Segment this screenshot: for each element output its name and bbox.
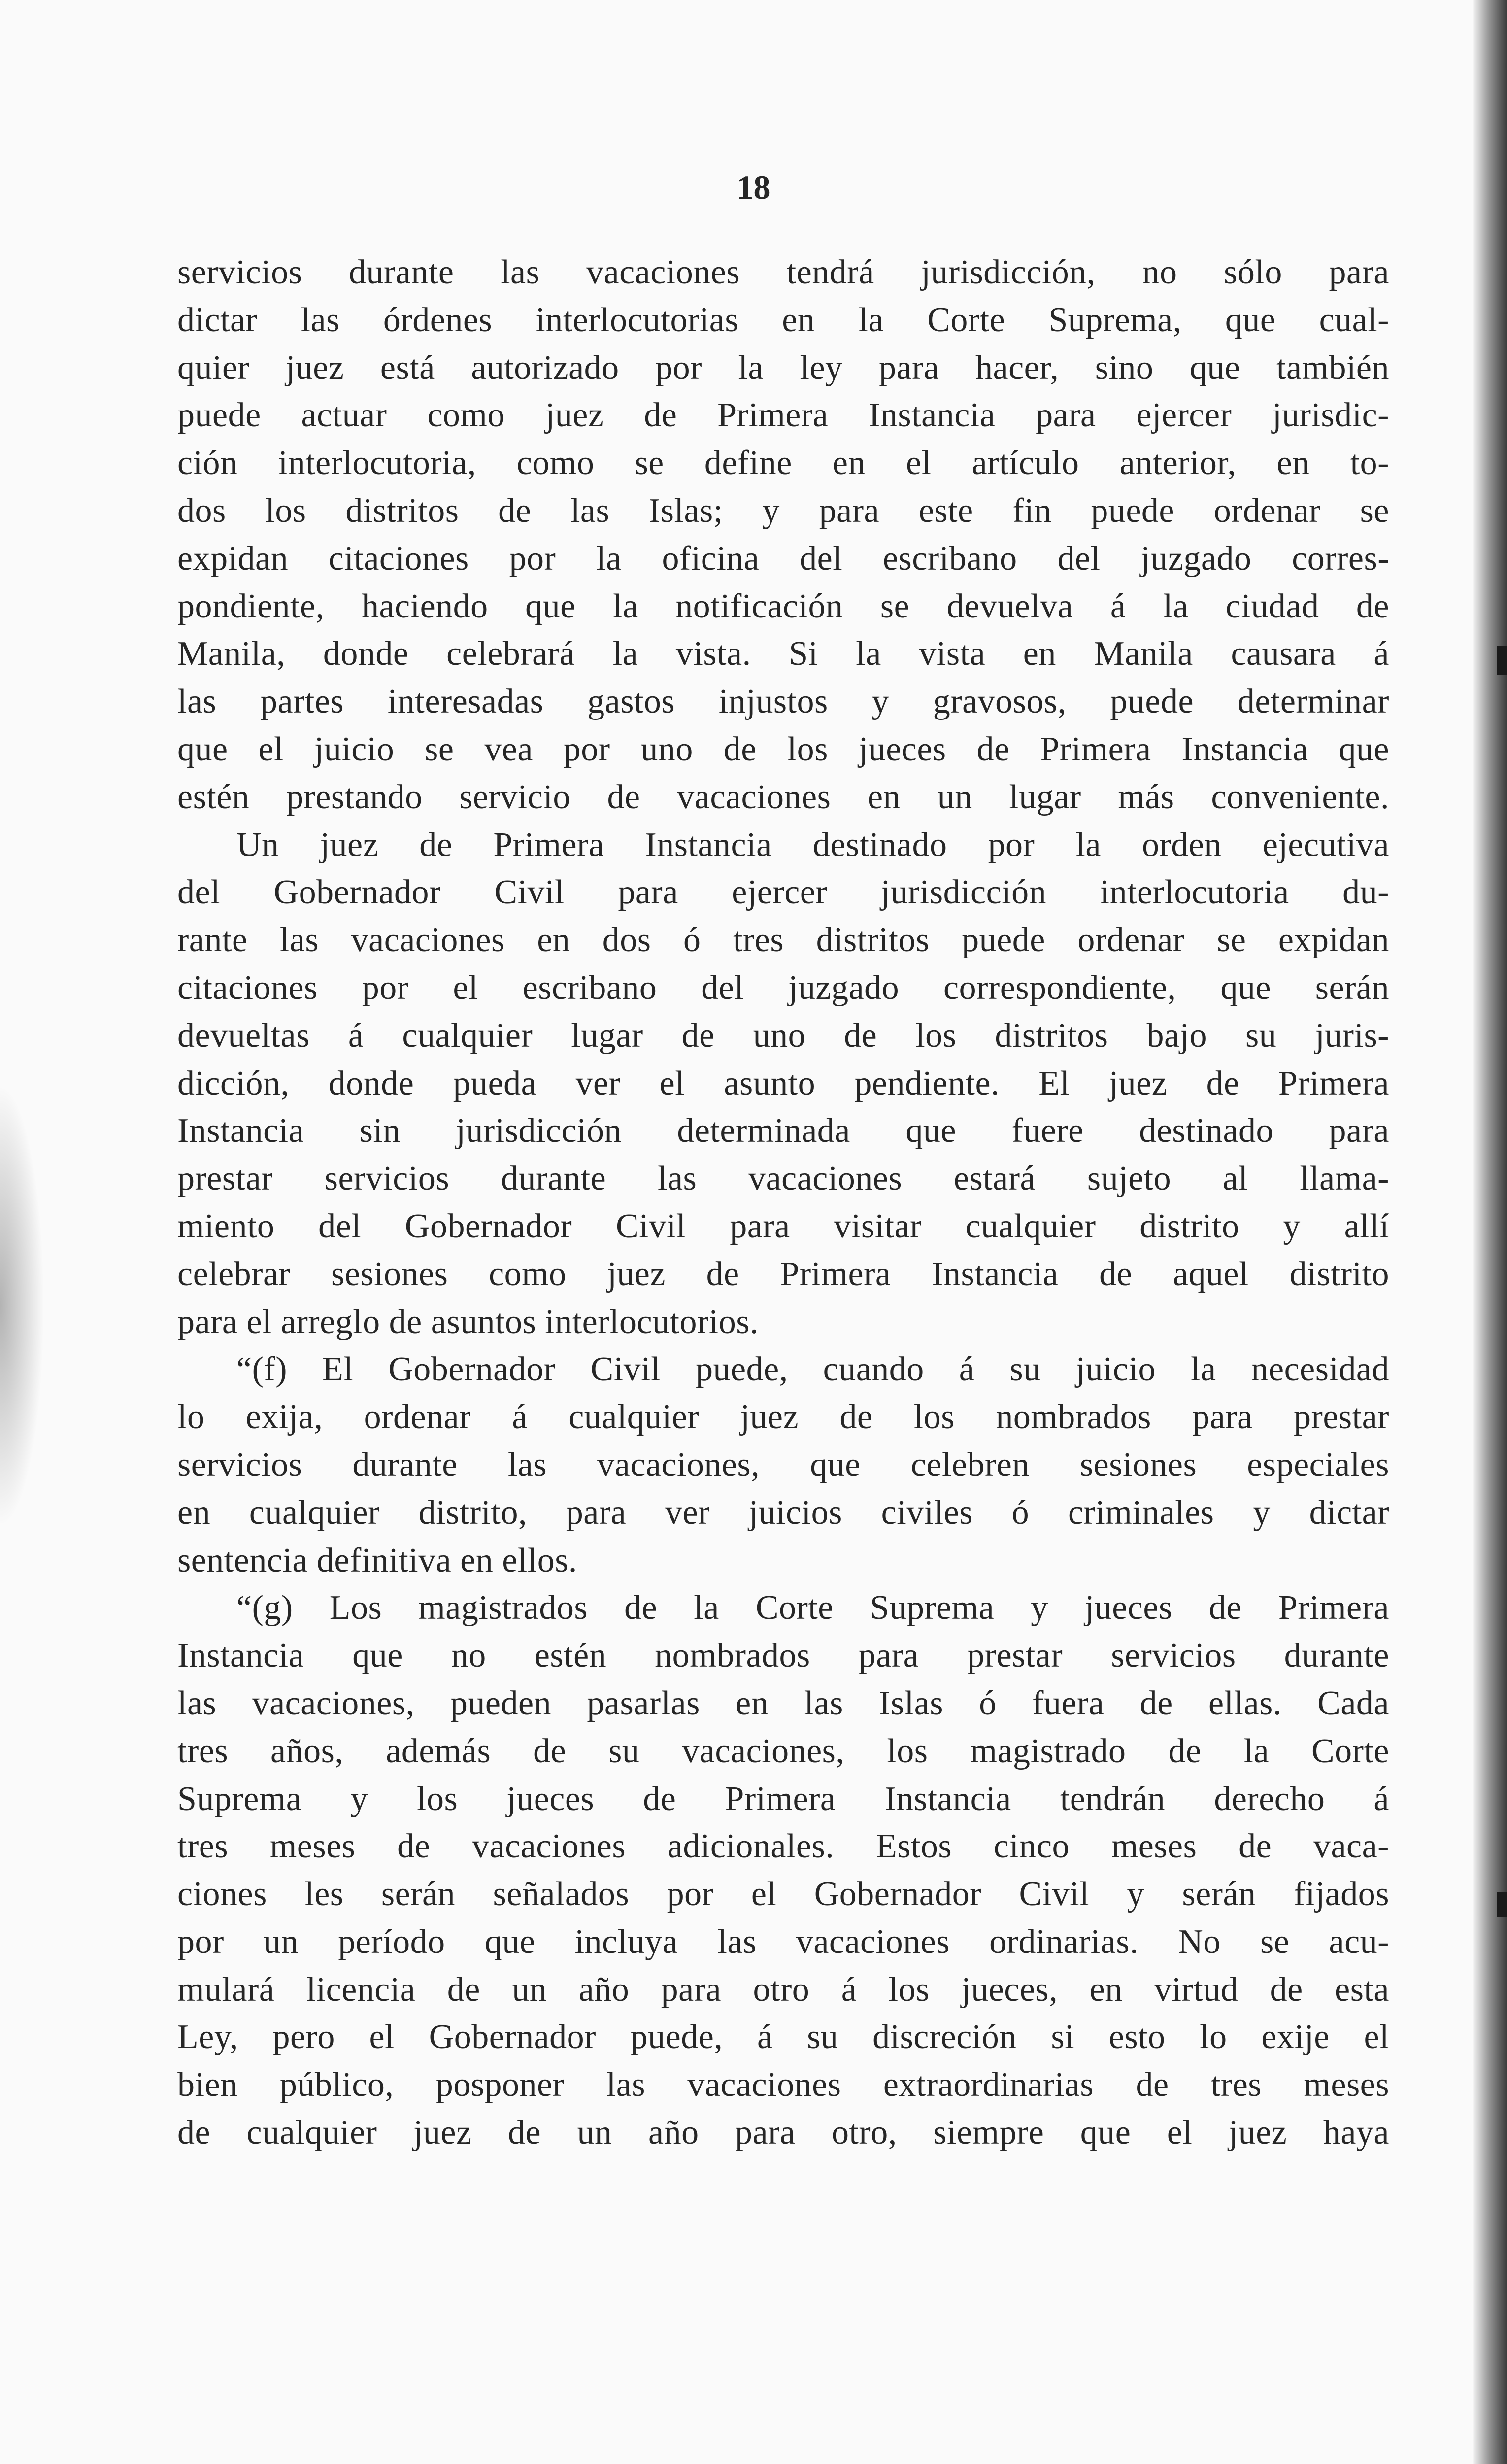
- text-line: las vacaciones, pueden pasarlas en las Islas ó fuera de ellas. Cada: [177, 1684, 1389, 1722]
- text-line: dictar las órdenes interlocutorias en la Corte Suprema, que cual-: [177, 301, 1389, 339]
- text-line: sentencia definitiva en ellos.: [177, 1541, 577, 1579]
- text-line: “(g) Los magistrados de la Corte Suprema y jueces de Primera: [236, 1589, 1389, 1627]
- text-line: Un juez de Primera Instancia destinado por la orden ejecutiva: [236, 825, 1389, 864]
- body-text: [177, 249, 1389, 2157]
- text-line: de cualquier juez de un año para otro, siempre que el juez haya: [177, 2114, 1389, 2152]
- text-line: bien público, posponer las vacaciones extraordinarias de tres meses: [177, 2066, 1389, 2104]
- text-line: Suprema y los jueces de Primera Instancia tendrán derecho á: [177, 1780, 1389, 1818]
- text-line: por un período que incluya las vacaciones ordinarias. No se acu-: [177, 1922, 1389, 1961]
- text-line: dicción, donde pueda ver el asunto pendiente. El juez de Primera: [177, 1064, 1389, 1102]
- text-line: citaciones por el escribano del juzgado correspondiente, que serán: [177, 968, 1389, 1007]
- scan-edge-mark: [1497, 646, 1507, 675]
- text-line: Instancia que no estén nombrados para prestar servicios durante: [177, 1637, 1389, 1675]
- text-line: ciones les serán señalados por el Gobernador Civil y serán fijados: [177, 1875, 1389, 1914]
- text-line: que el juicio se vea por uno de los jueces de Primera Instancia que: [177, 730, 1389, 768]
- text-line: Instancia sin jurisdicción determinada que fuere destinado para: [177, 1112, 1389, 1150]
- text-line: servicios durante las vacaciones, que celebren sesiones especiales: [177, 1445, 1389, 1484]
- text-line: miento del Gobernador Civil para visitar cualquier distrito y allí: [177, 1207, 1389, 1245]
- text-line: en cualquier distrito, para ver juicios civiles ó criminales y dictar: [177, 1493, 1389, 1532]
- text-line: celebrar sesiones como juez de Primera Instancia de aquel distrito: [177, 1255, 1389, 1293]
- text-line: del Gobernador Civil para ejercer jurisdicción interlocutoria du-: [177, 873, 1389, 912]
- text-line: devueltas á cualquier lugar de uno de los distritos bajo su juris-: [177, 1016, 1389, 1055]
- text-line: mulará licencia de un año para otro á los jueces, en virtud de esta: [177, 1970, 1389, 2009]
- scan-shadow-left: [0, 1084, 44, 1528]
- text-line: prestar servicios durante las vacaciones estará sujeto al llama-: [177, 1160, 1389, 1198]
- page-number: 18: [737, 169, 770, 206]
- text-line: lo exija, ordenar á cualquier juez de los nombrados para prestar: [177, 1398, 1389, 1437]
- text-line: estén prestando servicio de vacaciones en un lugar más conveniente.: [177, 778, 1389, 816]
- scan-edge-mark: [1497, 1892, 1507, 1917]
- text-line: Manila, donde celebrará la vista. Si la vista en Manila causara á: [177, 635, 1389, 673]
- text-line: para el arreglo de asuntos interlocutorios.: [177, 1302, 759, 1341]
- text-line: “(f) El Gobernador Civil puede, cuando á su juicio la necesidad: [236, 1350, 1389, 1389]
- scan-binding-edge: [1473, 0, 1507, 2464]
- text-line: dos los distritos de las Islas; y para este fin puede ordenar se: [177, 491, 1389, 530]
- text-line: las partes interesadas gastos injustos y gravosos, puede determinar: [177, 683, 1389, 721]
- text-line: quier juez está autorizado por la ley para hacer, sino que también: [177, 348, 1389, 387]
- text-line: ción interlocutoria, como se define en el artículo anterior, en to-: [177, 444, 1389, 482]
- text-line: tres años, además de su vacaciones, los magistrado de la Corte: [177, 1732, 1389, 1770]
- text-line: expidan citaciones por la oficina del escribano del juzgado corres-: [177, 539, 1389, 578]
- text-line: Ley, pero el Gobernador puede, á su discreción si esto lo exije el: [177, 2018, 1389, 2056]
- text-line: rante las vacaciones en dos ó tres distritos puede ordenar se expidan: [177, 921, 1389, 959]
- text-line: tres meses de vacaciones adicionales. Estos cinco meses de vaca-: [177, 1827, 1389, 1866]
- text-line: servicios durante las vacaciones tendrá jurisdicción, no sólo para: [177, 253, 1389, 291]
- text-line: puede actuar como juez de Primera Instancia para ejercer jurisdic-: [177, 396, 1389, 435]
- text-line: pondiente, haciendo que la notificación se devuelva á la ciudad de: [177, 587, 1389, 625]
